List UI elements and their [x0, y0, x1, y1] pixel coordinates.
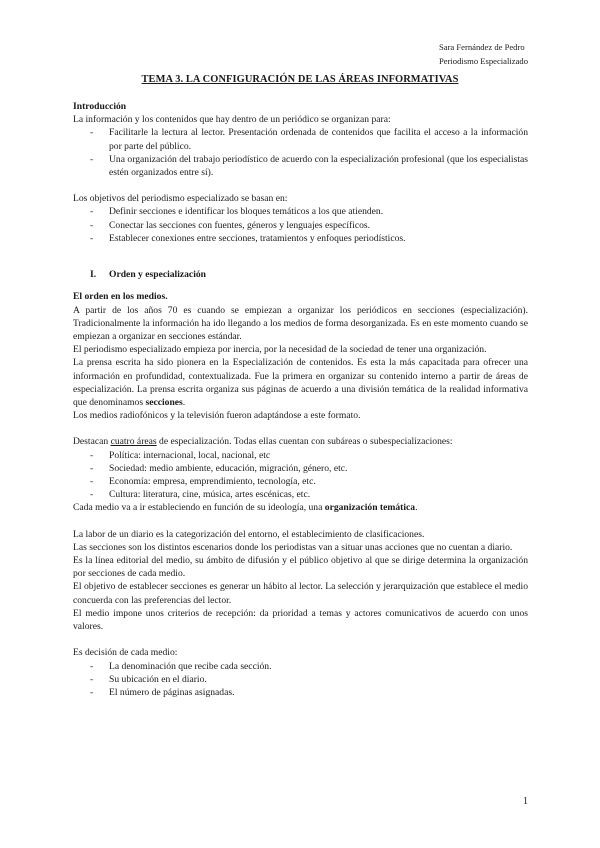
areas-list	[73, 449, 528, 502]
document-body	[73, 100, 528, 699]
list-item: - Conectar las secciones con fuentes, géneros y lenguajes específicos.	[73, 219, 528, 232]
page-header	[439, 40, 528, 68]
underlined-phrase: cuatro áreas	[110, 436, 157, 448]
document-title: TEMA 3. LA CONFIGURACIÓN DE LAS ÁREAS INFORMATIVAS	[141, 74, 459, 85]
paragraph: A partir de los años 70 es cuando se empiezan a organizar los periódicos en secciones (especialización). Tradicionalmente la información ha ido llegando a los medios de forma desorganizada. Es en este momento cuando se empiezan a organizar en secciones estándar.	[73, 304, 528, 343]
header-author: Sara Fernández de Pedro	[438, 42, 525, 52]
objectives-lead: Los objetivos del periodismo especializado se basan en:	[73, 193, 288, 205]
areas-lead: Destacan cuatro áreas de especialización. Todas ellas cuentan con subáreas o subespecializaciones:	[73, 436, 453, 448]
intro-list	[73, 126, 528, 179]
list-item: - Política: internacional, local, nacional, etc	[73, 449, 528, 462]
page-number: 1	[523, 796, 528, 807]
paragraph: La labor de un diario es la categorización del entorno, el establecimiento de clasificaciones.	[73, 528, 425, 540]
list-item: - Una organización del trabajo periodístico de acuerdo con la especialización profesional (que los especialistas estén organizados entre sí).	[73, 153, 528, 179]
paragraph-prensa: La prensa escrita ha sido pionera en la Especialización de contenidos. Es esta la más capacitada para ofrecer una información en profundidad, contextualizada. Fue la primera en organizar su contenido interno a partir de áreas de especialización. La prensa escrita organiza sus páginas de acuerdo a una división temática de la realidad informativa que denominamos secciones.	[73, 357, 528, 409]
list-item: - Establecer conexiones entre secciones, tratamientos y enfoques periodísticos.	[73, 232, 528, 245]
list-item: - Economía: empresa, emprendimiento, tecnología, etc.	[73, 475, 528, 488]
list-item: - El número de páginas asignadas.	[73, 686, 528, 699]
section-heading	[73, 268, 528, 281]
paragraph: Los medios radiofónicos y la televisión fueron adaptándose a este formato.	[73, 410, 361, 422]
keyword-secciones: secciones	[145, 397, 183, 409]
paragraph: Las secciones son los distintos escenarios donde los periodistas van a situar unas acciones que no cuentan a diario.	[73, 541, 513, 553]
header-subject: Periodismo Especializado	[438, 56, 528, 66]
decision-list	[73, 660, 528, 700]
list-item: - Su ubicación en el diario.	[73, 673, 528, 686]
paragraph: El periodismo especializado empieza por inercia, por la necesidad de la sociedad de tener una organización.	[73, 344, 487, 356]
keyword-organizacion: organización temática	[324, 502, 416, 514]
list-item: - Sociedad: medio ambiente, educación, migración, género, etc.	[73, 462, 528, 475]
section-subheading: El orden en los medios.	[73, 291, 168, 303]
paragraph: Es la línea editorial del medio, su ámbito de difusión y el público objetivo al que se dirige determina la organización por secciones de cada medio.	[73, 555, 528, 580]
paragraph: El objetivo de establecer secciones es generar un hábito al lector. La selección y jerarquización que establece el medio concuerda con las preferencias del lector.	[73, 581, 528, 606]
decision-lead: Es decisión de cada medio:	[73, 647, 178, 659]
intro-lead: La información y los contenidos que hay dentro de un periódico se organizan para:	[73, 114, 391, 126]
section-title: Orden y especialización	[109, 268, 206, 280]
list-item: - Facilitarle la lectura al lector. Presentación ordenada de contenidos que facilita el acceso a la información por parte del público.	[73, 126, 528, 152]
objectives-list	[73, 205, 528, 245]
paragraph: El medio impone unos criterios de recepción: da prioridad a temas y actores comunicativos de acuerdo con unos valores.	[73, 607, 528, 633]
section-number: I.	[90, 268, 97, 280]
intro-heading: Introducción	[73, 101, 127, 112]
list-item: - Cultura: literatura, cine, música, artes escénicas, etc.	[73, 488, 528, 501]
areas-closing: Cada medio va a ir estableciendo en función de su ideología, una organización temática.	[73, 502, 418, 514]
list-item: - Definir secciones e identificar los bloques temáticos a los que atienden.	[73, 205, 528, 218]
list-item: - La denominación que recibe cada sección.	[73, 660, 528, 673]
